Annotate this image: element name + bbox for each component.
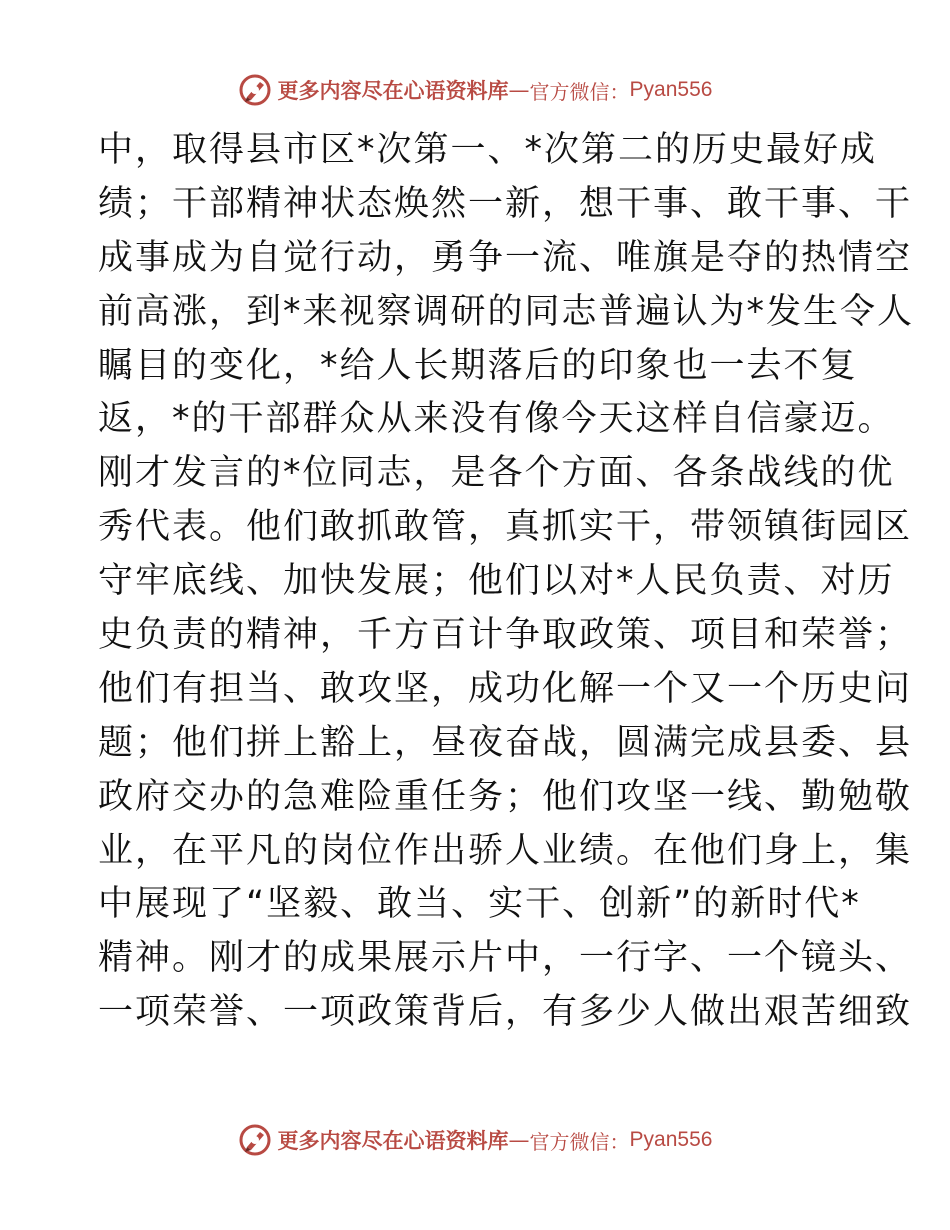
body-line-17: 一项荣誉、一项政策背后，有多少人做出艰苦细致	[98, 992, 913, 1033]
footer-wechat-id: Pyan556	[629, 1128, 713, 1151]
body-line-4: 前高涨，到*来视察调研的同志普遍认为*发生令人	[98, 291, 915, 332]
pen-logo-icon	[238, 73, 272, 107]
body-line-14: 业，在平凡的岗位作出骄人业绩。在他们身上，集	[98, 830, 913, 871]
body-line-7: 刚才发言的*位同志，是各个方面、各条战线的优	[98, 453, 895, 494]
header-separator: —	[508, 78, 530, 102]
body-line-9: 守牢底线、加快发展；他们以对*人民负责、对历	[98, 561, 895, 602]
footer-separator: —	[508, 1128, 530, 1152]
footer-banner	[0, 1120, 950, 1160]
body-line-11: 他们有担当、敢攻坚，成功化解一个又一个历史问	[98, 668, 913, 709]
body-line-2: 绩；干部精神状态焕然一新，想干事、敢干事、干	[98, 183, 913, 224]
body-line-5: 瞩目的变化，*给人长期落后的印象也一去不复	[98, 345, 858, 386]
header-wechat-label: 官方微信：	[529, 79, 630, 104]
header-wechat-id: Pyan556	[629, 78, 713, 101]
body-line-15: 中展现了“坚毅、敢当、实干、创新”的新时代*	[98, 884, 861, 925]
body-line-12: 题；他们拼上豁上，昼夜奋战，圆满完成县委、县	[98, 722, 913, 763]
body-line-8: 秀代表。他们敢抓敢管，真抓实干，带领镇街园区	[98, 507, 913, 548]
body-line-6: 返，*的干部群众从来没有像今天这样自信豪迈。	[98, 399, 895, 440]
body-line-10: 史负责的精神，千方百计争取政策、项目和荣誉；	[98, 615, 913, 656]
body-line-3: 成事成为自觉行动，勇争一流、唯旗是夺的热情空	[98, 237, 913, 278]
body-line-1: 中，取得县市区*次第一、*次第二的历史最好成	[98, 130, 878, 170]
header-banner	[0, 70, 950, 110]
pen-logo-icon	[238, 1123, 272, 1157]
body-line-13: 政府交办的急难险重任务；他们攻坚一线、勤勉敬	[98, 776, 913, 817]
footer-wechat-label: 官方微信：	[529, 1129, 630, 1154]
header-brand-text: 更多内容尽在心语资料库	[277, 78, 509, 103]
document-body	[98, 124, 915, 1040]
footer-brand-text: 更多内容尽在心语资料库	[277, 1128, 509, 1153]
body-line-16: 精神。刚才的成果展示片中，一行字、一个镜头、	[98, 938, 913, 979]
